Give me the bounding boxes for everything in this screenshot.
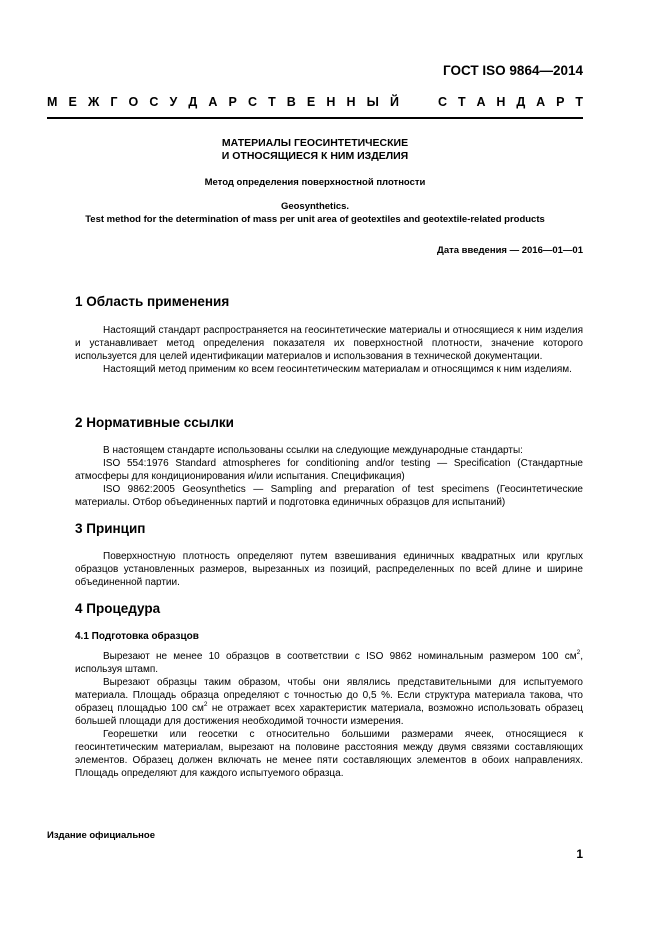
banner-letter: Т: [575, 95, 583, 109]
paragraph: В настоящем стандарте использованы ссылки на следующие международные стандарты:: [103, 445, 523, 456]
banner-letter: Е: [68, 95, 77, 109]
banner-letter: Ж: [87, 95, 100, 109]
banner-letter: Н: [346, 95, 356, 109]
title-line: И ОТНОСЯЩИЕСЯ К НИМ ИЗДЕЛИЯ: [221, 150, 409, 162]
banner-letter: Ы: [366, 95, 379, 109]
page-number: 1: [576, 847, 583, 861]
banner-letter: Е: [306, 95, 316, 109]
banner-letter: Т: [268, 95, 276, 109]
document-subtitle: Метод определения поверхностной плотности: [204, 177, 426, 188]
reference-item: ISO 554:1976 Standard atmospheres for conditioning and/or testing — Specification (Стандартные атмосферы для кондиционирования и/или испытания. Спецификация): [75, 458, 583, 482]
banner-interstate: [47, 95, 399, 109]
banner-letter: А: [208, 95, 218, 109]
banner-letter: Н: [326, 95, 336, 109]
introduction-date: Дата введения — 2016—01—01: [437, 245, 583, 256]
banner-letter: А: [476, 95, 486, 109]
paragraph: [75, 676, 583, 728]
superscript: 2: [576, 649, 581, 656]
paragraph: Георешетки или геосетки с относительно большими размерами ячеек, относящиеся к геосинтетическим материалам, вырезают на половине расстояния между двумя связями составляющих элементов. Образец должен включать не менее пяти составляющих элементов в обоих направлениях. Площадь определяют для каждого испытуемого образца.: [75, 729, 583, 779]
banner-letter: О: [128, 95, 139, 109]
banner-letter: Д: [516, 95, 526, 109]
standard-banner: [47, 95, 583, 109]
banner-letter: С: [247, 95, 257, 109]
banner-letter: В: [286, 95, 296, 109]
section-heading-principle: 3 Принцип: [75, 521, 146, 536]
text-run: , используя штамп.: [75, 651, 583, 675]
banner-letter: Р: [556, 95, 565, 109]
banner-letter: Н: [496, 95, 506, 109]
banner-letter: Г: [110, 95, 118, 109]
english-title-line: Test method for the determination of mass per unit area of geotextiles and geotextile-related products: [85, 214, 545, 225]
banner-standard: [438, 95, 583, 109]
english-title: [47, 200, 583, 226]
header-divider: [47, 117, 583, 119]
banner-letter: Р: [228, 95, 237, 109]
banner-letter: С: [438, 95, 448, 109]
paragraph: Настоящий стандарт распространяется на геосинтетические материалы и относящиеся к ним изделия и устанавливает метод определения показателя их поверхностной плотности, значение которого используется для целей идентификации материалов и использования в технической документации.: [75, 325, 583, 362]
text-run: Вырезают не менее 10 образцов в соответствии с ISO 9862 номинальным размером 100 см: [103, 651, 577, 662]
banner-letter: Й: [389, 95, 399, 109]
banner-letter: А: [536, 95, 546, 109]
section-body-principle: [75, 550, 583, 589]
paragraph: Поверхностную плотность определяют путем взвешивания единичных квадратных или круглых образцов установленных размеров, вырезанных из позиций, распределенных по всей длине и ширине объединенной партии.: [75, 551, 583, 588]
banner-letter: Т: [457, 95, 466, 109]
text-run: Вырезают образцы таким образом, чтобы они являлись представительными для испытуемого материала. Площадь образца определяют с точностью до 0,5 %. Если структура материала такова, что образец площадью 100 см: [75, 677, 583, 714]
banner-letter: У: [169, 95, 178, 109]
paragraph: Настоящий метод применим ко всем геосинтетическим материалам и относящимся к ним изделиям.: [103, 364, 572, 375]
title-line: МАТЕРИАЛЫ ГЕОСИНТЕТИЧЕСКИЕ: [221, 137, 409, 149]
banner-letter: М: [47, 95, 58, 109]
text-run: не отражает всех характеристик материала, возможно использовать образец большей площади для достижения необходимой точности измерения.: [75, 703, 583, 727]
paragraph: [75, 650, 583, 676]
section-heading-procedure: 4 Процедура: [75, 601, 161, 616]
superscript: 2: [203, 701, 208, 708]
banner-letter: Д: [188, 95, 198, 109]
official-edition-label: Издание официальное: [47, 830, 155, 841]
section-body-references: [75, 444, 583, 509]
reference-item: ISO 9862:2005 Geosynthetics — Sampling and preparation of test specimens (Геосинтетические материалы. Отбор объединенных партий и подготовка единичных образцов для испытаний): [75, 484, 583, 508]
document-title: [47, 137, 583, 163]
subsection-heading-sample-prep: 4.1 Подготовка образцов: [75, 631, 199, 642]
section-heading-scope: 1 Область применения: [75, 294, 230, 309]
section-body-procedure: [75, 650, 583, 780]
banner-letter: С: [149, 95, 159, 109]
english-title-line: Geosynthetics.: [280, 201, 350, 212]
section-body-scope: [75, 324, 583, 376]
section-heading-references: 2 Нормативные ссылки: [75, 415, 234, 430]
document-code: ГОСТ ISO 9864—2014: [443, 63, 583, 78]
